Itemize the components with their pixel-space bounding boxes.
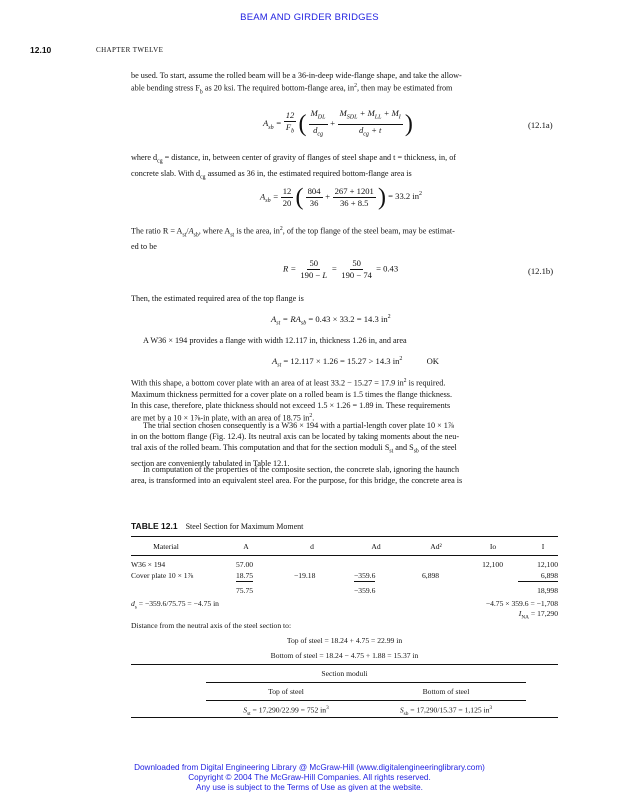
footer-copyright: Copyright © 2004 The McGraw-Hill Companies. All rights reserved.: [188, 773, 431, 782]
equation-number-12-1a: (12.1a): [528, 120, 553, 130]
equation-bottom-flange-area: $A_{sb}$ = $\frac{12}{20}$ ( $\frac{804}{36}$ + $\frac{267 + 1201}{36 + 8.5}$ ) = 33.2 $in^2$: [260, 184, 423, 211]
section-moduli-title: Section moduli: [321, 669, 368, 678]
header-banner: BEAM AND GIRDER BRIDGES: [240, 12, 379, 23]
section-moduli-header-rule: [206, 700, 526, 701]
table-top-rule: [131, 536, 558, 537]
paragraph-1: be used. To start, assume the rolled beam will be a 36-in-deep wide-flange shape, and take the allow- able bending stress $F_b$ as 20 ksi. The required bottom-flange area, $in^2$, then may be estimated from: [131, 71, 462, 96]
chapter-title: CHAPTER TWELVE: [96, 46, 164, 54]
top-of-steel-header: Top of steel: [268, 687, 304, 696]
equation-flange-area-check: $A_{st} = 12.117 \times 1.26 = 15.27 > 14.3$ $in^2$ OK: [272, 356, 440, 369]
paragraph-4: Then, the estimated required area of the top flange is: [131, 294, 304, 303]
table-caption: TABLE 12.1 Steel Section for Maximum Moment: [131, 521, 304, 531]
section-modulus-top: $S_{st} = 17,290/22.99 = 752$ $in^3$: [243, 705, 329, 718]
paragraph-8: In computation of the properties of the composite section, the concrete slab, ignoring the haunch area, is transformed into an equivalent steel area. For the purpose, for this bridge, the concrete area is: [131, 465, 463, 485]
table-row: $d_s = -359.6/75.75 = -4.75$ in −4.75 × 359.6 = −1,708: [131, 599, 558, 611]
section-moduli-rule: [206, 682, 526, 683]
equation-12-1b: R = $\frac{50}{190 - L}$ = $\frac{50}{190 - 74}$ = 0.43: [283, 258, 399, 280]
table-header-row: Material A d Ad Ad² Io I: [153, 542, 545, 551]
table-row: 75.75 −359.6 18,998: [236, 586, 558, 595]
equation-number-12-1b: (12.1b): [528, 266, 554, 276]
bottom-of-steel-header: Bottom of steel: [422, 687, 470, 696]
bottom-steel-distance: Bottom of steel = 18.24 − 4.75 + 1.88 = 15.37 in: [270, 651, 419, 660]
table-bottom-rule: [131, 717, 558, 718]
paragraph-2: where $d_{cg}$ = distance, in, between center of gravity of flanges of steel shape and t = thickness, in, of concrete slab. With $d_{cg}$ assumed as 36 in, the estimated required bottom-flange area is: [131, 153, 457, 181]
table-mid-rule: [131, 664, 558, 665]
table-row: $I_{NA} = 17,290$: [518, 609, 558, 621]
footer-terms: Any use is subject to the Terms of Use as given at the website.: [196, 783, 423, 792]
table-header-rule: [131, 555, 558, 556]
top-steel-distance: Top of steel = 18.24 + 4.75 = 22.99 in: [286, 636, 403, 645]
page-number: 12.10: [30, 45, 52, 55]
section-modulus-bottom: $S_{sb} = 17,290/15.37 = 1,125$ $in^3$: [399, 705, 493, 718]
paragraph-6: With this shape, a bottom cover plate with an area of at least 33.2 − 15.27 = 17.9 $in^2$ is required. Maximum thickness permitted for a cover plate on a rolled beam is 1.5 times the flange thickness. In this case, therefore, plate thickness should not exceed 1.5 × 1.26 = 1.89 in. These requirements are met by a 10 × 1⅞-in plate, with an area of 18.75 $in^2$.: [131, 378, 453, 423]
table-row: Cover plate 10 × 1⅞ 18.75 −19.18 −359.6 6,898 6,898: [131, 571, 558, 580]
equation-12-1a: $A_{sb}$ = $\frac{12}{F_b}$ ( $\frac{M_{DL}}{d_{cg}}$ + $\frac{M_{SDL} + M_{LL} + M_I}{d_{cg} + t}$ ): [263, 108, 413, 138]
footer-download-link[interactable]: Downloaded from Digital Engineering Library @ McGraw-Hill (www.digitalengineeringlibrary.com): [134, 763, 485, 772]
equation-top-flange-area: $A_{st} = RA_{sb} = 0.43 \times 33.2 = 14.3$ $in^2$: [271, 314, 391, 327]
table-row: W36 × 194 57.00 12,100 12,100: [131, 560, 558, 569]
paragraph-3: The ratio $R = A_{st}/A_{sb}$, where $A_{st}$ is the area, $in^2$, of the top flange of the steel beam, may be estimat- ed to be: [131, 226, 455, 252]
paragraph-5: A W36 × 194 provides a flange with width 12.117 in, thickness 1.26 in, and area: [143, 336, 407, 345]
distance-label: Distance from the neutral axis of the steel section to:: [131, 621, 292, 630]
paragraph-7: The trial section chosen consequently is a W36 × 194 with a partial-length cover plate 10 × 1⅞ in on the bottom flange (Fig. 12.4). Its neutral axis can be located by taking moments about the neu- tral axis of the rolled beam. This computation and that for the section moduli $S_{st}$ and $S_{sb}$ of the steel section are conveniently tabulated in Table 12.1.: [131, 421, 460, 468]
